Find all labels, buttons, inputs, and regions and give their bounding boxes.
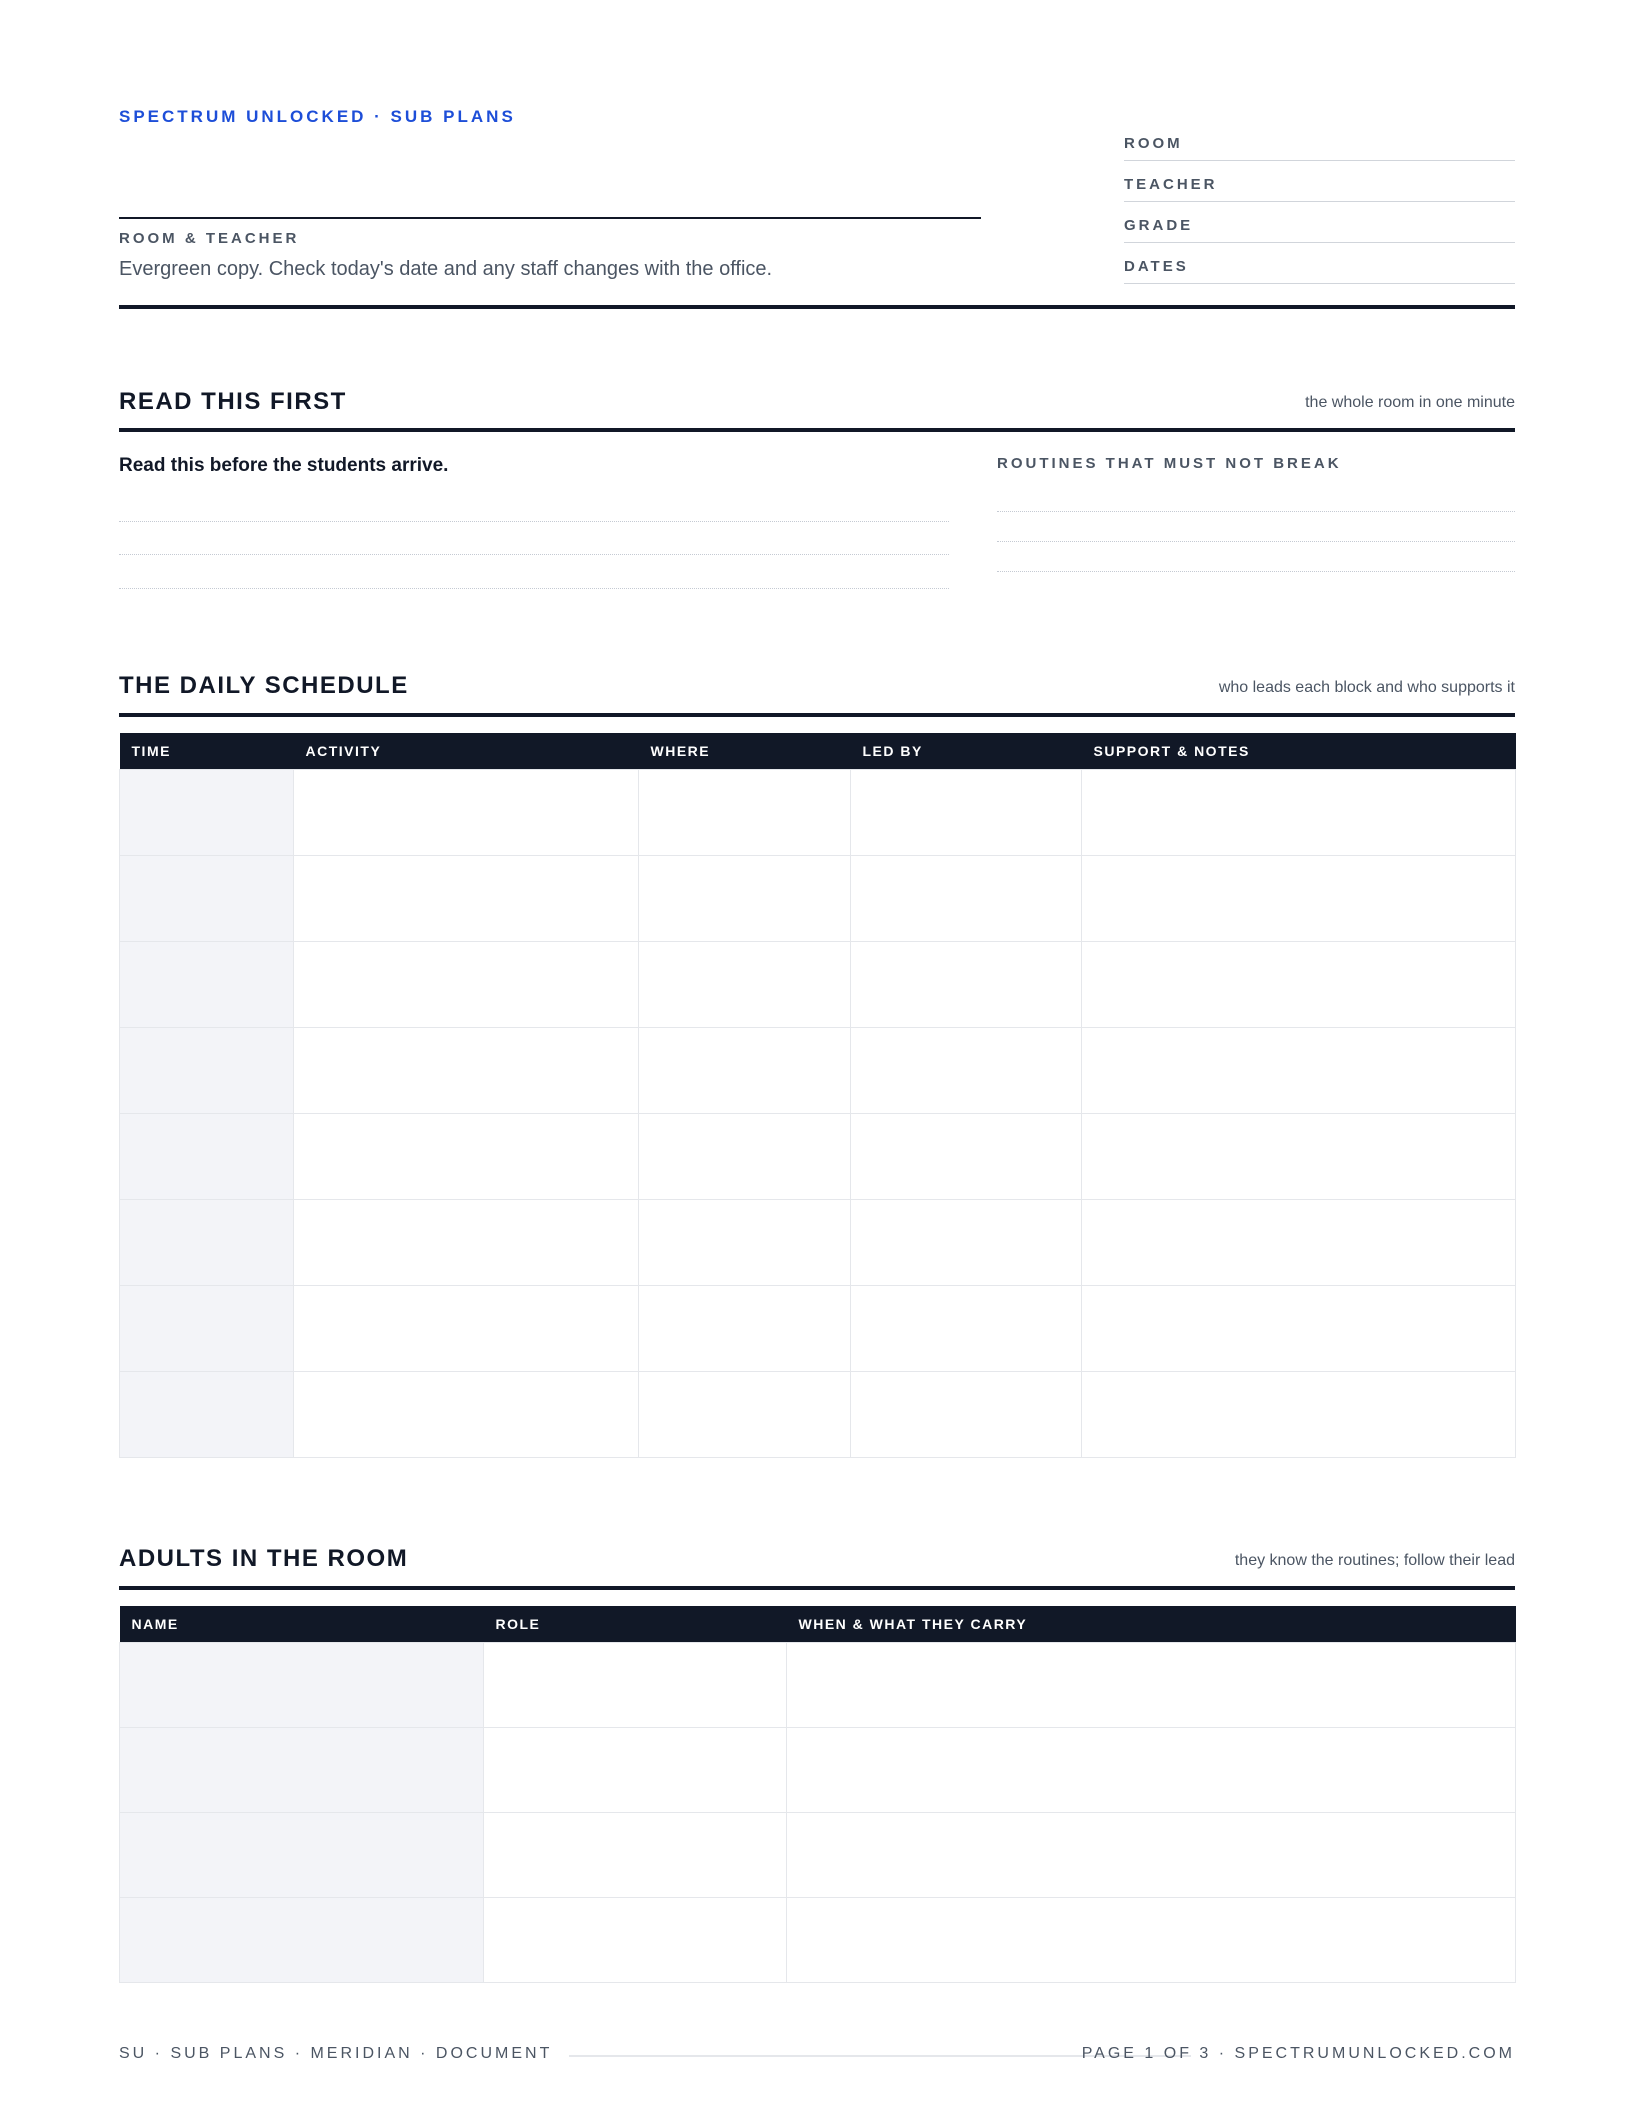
table-cell[interactable] — [120, 770, 294, 856]
header-rule — [119, 305, 1515, 309]
meta-field-grade[interactable] — [1124, 202, 1515, 243]
table-cell[interactable] — [294, 770, 639, 856]
col-support-notes: SUPPORT & NOTES — [1082, 733, 1516, 770]
read-first-title: READ THIS FIRST — [119, 388, 347, 415]
table-cell[interactable] — [851, 856, 1082, 942]
meta-field-dates[interactable] — [1124, 243, 1515, 284]
table-cell[interactable] — [787, 1898, 1516, 1983]
table-cell[interactable] — [120, 856, 294, 942]
table-cell[interactable] — [639, 1114, 851, 1200]
room-teacher-text: Evergreen copy. Check today's date and any staff changes with the office. — [119, 258, 773, 280]
table-cell[interactable] — [1082, 1028, 1516, 1114]
schedule-row — [120, 1114, 1516, 1200]
schedule-rule — [119, 713, 1515, 717]
adults-row — [120, 1813, 1516, 1898]
routines-line[interactable] — [997, 541, 1515, 542]
table-cell[interactable] — [639, 1200, 851, 1286]
table-cell[interactable] — [639, 770, 851, 856]
table-cell[interactable] — [639, 942, 851, 1028]
schedule-row — [120, 856, 1516, 942]
schedule-row — [120, 1028, 1516, 1114]
read-first-lead: Read this before the students arrive. — [119, 455, 449, 476]
schedule-note: who leads each block and who supports it — [1218, 679, 1515, 696]
table-cell[interactable] — [851, 770, 1082, 856]
adults-note: they know the routines; follow their lead — [1234, 1552, 1515, 1569]
meta-label-teacher: TEACHER — [1124, 176, 1218, 193]
table-cell[interactable] — [294, 1372, 639, 1458]
col-time: TIME — [120, 733, 294, 770]
table-cell[interactable] — [120, 1200, 294, 1286]
table-cell[interactable] — [294, 856, 639, 942]
table-cell[interactable] — [1082, 856, 1516, 942]
meta-fields — [1124, 120, 1515, 284]
table-cell[interactable] — [120, 1286, 294, 1372]
table-cell[interactable] — [120, 1114, 294, 1200]
col-name: NAME — [120, 1606, 484, 1643]
table-cell[interactable] — [1082, 1286, 1516, 1372]
adults-row — [120, 1728, 1516, 1813]
table-cell[interactable] — [120, 1028, 294, 1114]
table-cell[interactable] — [787, 1643, 1516, 1728]
table-cell[interactable] — [787, 1728, 1516, 1813]
table-cell[interactable] — [294, 1114, 639, 1200]
notes-line[interactable] — [119, 588, 949, 589]
table-cell[interactable] — [1082, 1372, 1516, 1458]
table-cell[interactable] — [851, 942, 1082, 1028]
routines-line[interactable] — [997, 511, 1515, 512]
table-cell[interactable] — [484, 1898, 787, 1983]
routines-label: ROUTINES THAT MUST NOT BREAK — [997, 455, 1342, 472]
title-rule — [119, 217, 981, 219]
table-cell[interactable] — [120, 1898, 484, 1983]
table-cell[interactable] — [120, 942, 294, 1028]
meta-label-dates: DATES — [1124, 258, 1189, 275]
adults-title: ADULTS IN THE ROOM — [119, 1545, 409, 1572]
table-cell[interactable] — [639, 1028, 851, 1114]
table-cell[interactable] — [639, 1286, 851, 1372]
table-cell[interactable] — [1082, 1114, 1516, 1200]
table-cell[interactable] — [120, 1728, 484, 1813]
table-cell[interactable] — [484, 1728, 787, 1813]
schedule-row — [120, 942, 1516, 1028]
meta-field-teacher[interactable] — [1124, 161, 1515, 202]
table-cell[interactable] — [851, 1114, 1082, 1200]
table-cell[interactable] — [1082, 942, 1516, 1028]
table-cell[interactable] — [851, 1028, 1082, 1114]
adults-table — [119, 1606, 1516, 1983]
col-where: WHERE — [639, 733, 851, 770]
col-role: ROLE — [484, 1606, 787, 1643]
meta-field-room[interactable] — [1124, 120, 1515, 161]
read-first-note: the whole room in one minute — [1305, 394, 1515, 411]
routines-line[interactable] — [997, 571, 1515, 572]
table-cell[interactable] — [294, 1028, 639, 1114]
table-cell[interactable] — [851, 1286, 1082, 1372]
table-cell[interactable] — [484, 1643, 787, 1728]
footer-left: SU · SUB PLANS · MERIDIAN · DOCUMENT — [119, 2045, 553, 2062]
schedule-row — [120, 1200, 1516, 1286]
col-when-what: WHEN & WHAT THEY CARRY — [787, 1606, 1516, 1643]
meta-label-grade: GRADE — [1124, 217, 1194, 234]
table-cell[interactable] — [787, 1813, 1516, 1898]
table-cell[interactable] — [1082, 770, 1516, 856]
table-cell[interactable] — [120, 1372, 294, 1458]
table-cell[interactable] — [851, 1372, 1082, 1458]
table-cell[interactable] — [639, 1372, 851, 1458]
room-teacher-label: ROOM & TEACHER — [119, 230, 300, 247]
notes-line[interactable] — [119, 554, 949, 555]
adults-body — [120, 1643, 1516, 1983]
schedule-row — [120, 1286, 1516, 1372]
adults-row — [120, 1898, 1516, 1983]
schedule-row — [120, 1372, 1516, 1458]
notes-line[interactable] — [119, 521, 949, 522]
table-cell[interactable] — [639, 856, 851, 942]
schedule-header-row — [120, 733, 1516, 770]
table-cell[interactable] — [294, 942, 639, 1028]
read-first-rule — [119, 428, 1515, 432]
table-cell[interactable] — [1082, 1200, 1516, 1286]
col-led-by: LED BY — [851, 733, 1082, 770]
adults-row — [120, 1643, 1516, 1728]
table-cell[interactable] — [294, 1286, 639, 1372]
table-cell[interactable] — [851, 1200, 1082, 1286]
schedule-table — [119, 733, 1516, 1458]
table-cell[interactable] — [120, 1643, 484, 1728]
footer-right: PAGE 1 OF 3 · SPECTRUMUNLOCKED.COM — [1081, 2045, 1515, 2062]
table-cell[interactable] — [484, 1813, 787, 1898]
adults-rule — [119, 1586, 1515, 1590]
adults-header-row — [120, 1606, 1516, 1643]
col-activity: ACTIVITY — [294, 733, 639, 770]
table-cell[interactable] — [120, 1813, 484, 1898]
schedule-row — [120, 770, 1516, 856]
brand-eyebrow: SPECTRUM UNLOCKED · SUB PLANS — [119, 107, 516, 126]
table-cell[interactable] — [294, 1200, 639, 1286]
schedule-body — [120, 770, 1516, 1458]
schedule-title: THE DAILY SCHEDULE — [119, 672, 409, 699]
meta-label-room: ROOM — [1124, 135, 1183, 152]
